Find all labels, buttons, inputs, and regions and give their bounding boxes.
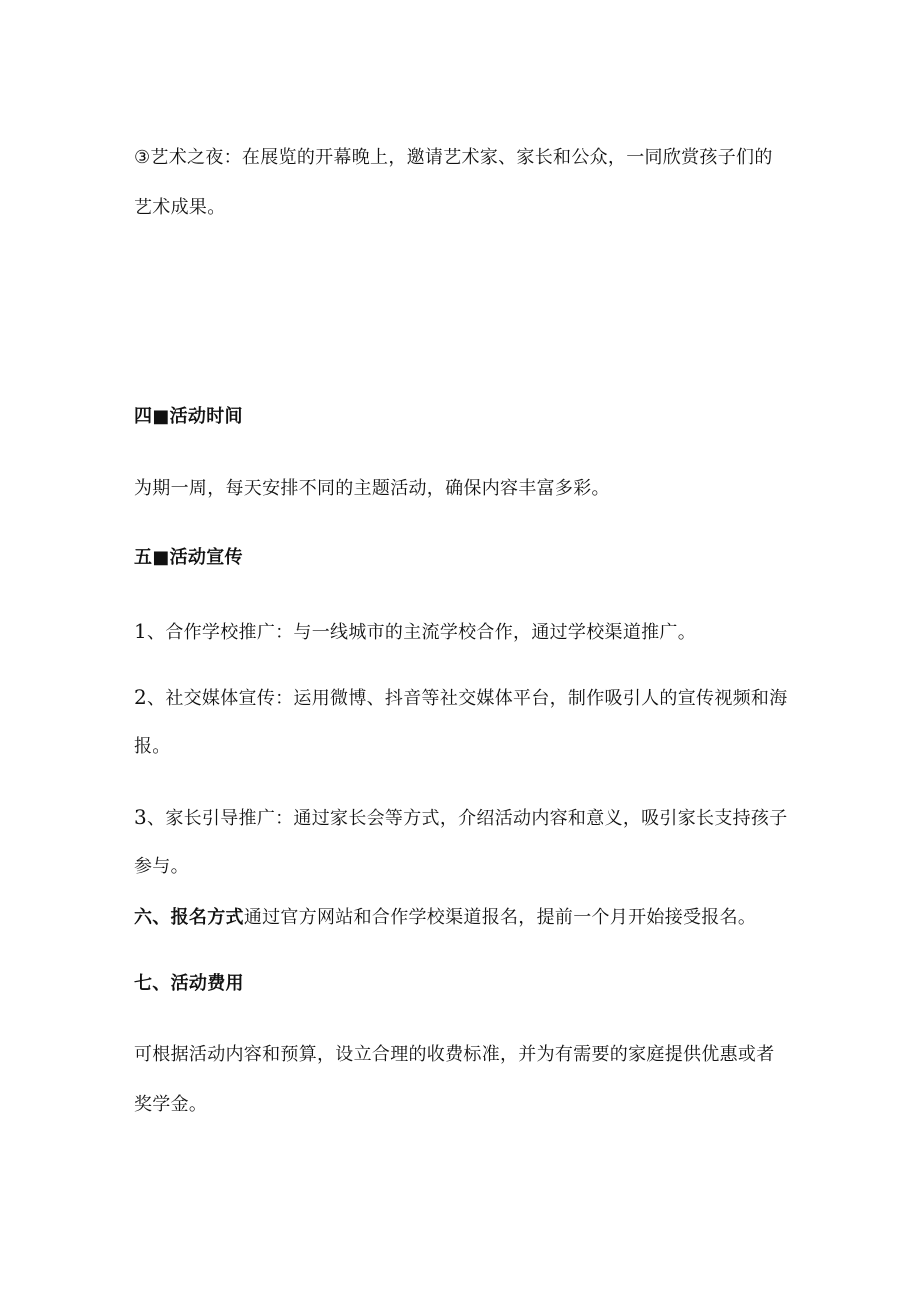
promo-item-2-continuation: 报。 (134, 736, 171, 757)
promo-item-2-number: 2 (134, 685, 148, 709)
section-4-body: 为期一周，每天安排不同的主题活动，确保内容丰富多彩。 (134, 478, 610, 499)
promo-item-3-number: 3 (134, 805, 148, 829)
art-night-line-1: ③艺术之夜：在展览的开幕晚上，邀请艺术家、家长和公众，一同欣赏孩子们的 (134, 147, 773, 168)
promo-item-1-text: 、合作学校推广：与一线城市的主流学校合作，通过学校渠道推广。 (147, 622, 697, 643)
section-6-heading: 六、报名方式 (134, 907, 244, 928)
section-7-line-1: 可根据活动内容和预算，设立合理的收费标准，并为有需要的家庭提供优惠或者 (134, 1044, 775, 1065)
promo-item-1-number: 1 (134, 619, 148, 643)
promo-item-2-text: 、社交媒体宣传：运用微博、抖音等社交媒体平台，制作吸引人的宣传视频和海 (147, 688, 788, 709)
section-4-heading: 四■活动时间 (134, 406, 243, 427)
promo-item-3 (134, 805, 788, 831)
section-7-heading: 七、活动费用 (134, 973, 244, 994)
promo-item-3-text: 、家长引导推广：通过家长会等方式，介绍活动内容和意义，吸引家长支持孩子 (147, 808, 788, 829)
art-night-line-2: 艺术成果。 (134, 197, 226, 218)
section-6 (134, 906, 756, 930)
section-6-body: 通过官方网站和合作学校渠道报名，提前一个月开始接受报名。 (243, 907, 757, 928)
promo-item-3-continuation: 参与。 (134, 856, 189, 877)
promo-item-2 (134, 685, 788, 711)
promo-item-1 (134, 619, 696, 645)
section-5-heading: 五■活动宣传 (134, 547, 243, 568)
section-7-line-2: 奖学金。 (134, 1094, 208, 1115)
